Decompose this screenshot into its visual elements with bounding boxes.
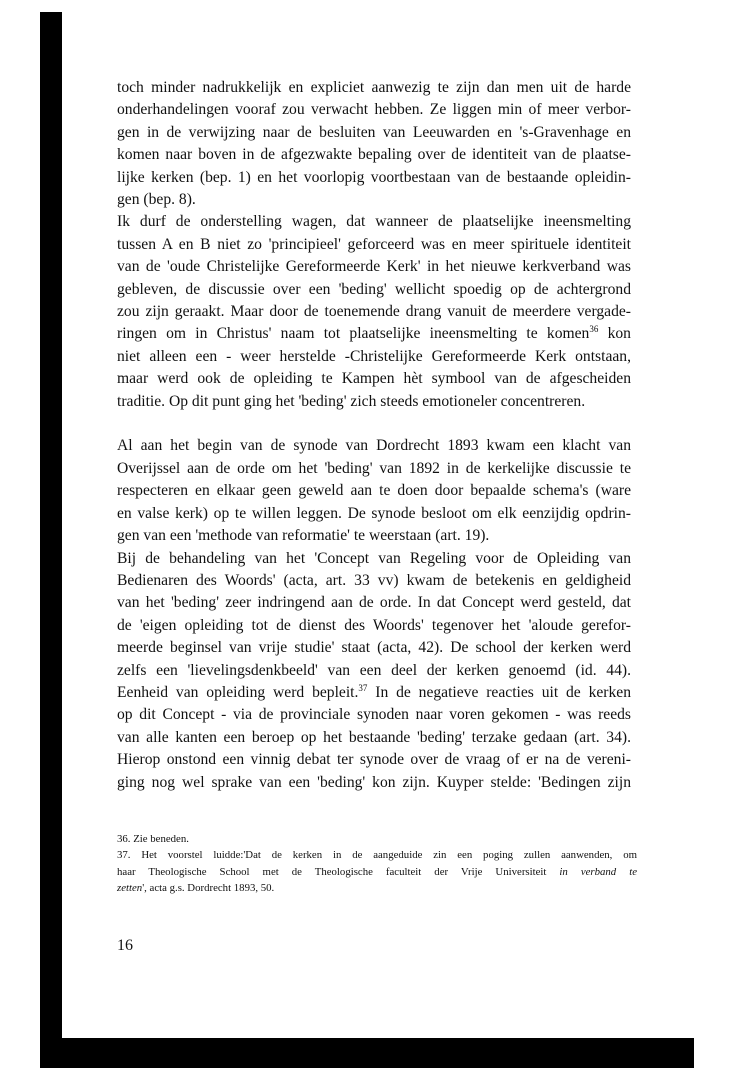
footnote-text: haar Theologische School met de Theologische faculteit der Vrije Universiteit <box>117 865 560 878</box>
footnote-italic-text: zetten <box>117 882 143 895</box>
text-line: van het 'beding' zeer indringend aan de orde. In dat Concept werd gesteld, dat <box>117 594 631 612</box>
text-line-with-reference <box>117 323 631 345</box>
text-line: respecteren en elkaar geen geweld aan te doen door bepaalde schema's (ware <box>117 482 631 500</box>
text-line: en valse kerk) op te willen leggen. De synode besloot om elk eenzijdig opdrin- <box>117 504 631 522</box>
footnotes <box>117 831 637 897</box>
text-line: Hierop onstond een vinnig debat ter synode over de vraag of er na de vereni- <box>117 751 631 769</box>
text-line: Ik durf de onderstelling wagen, dat wanneer de plaatselijke ineensmelting <box>117 213 631 231</box>
text-line: maar werd ook de opleiding te Kampen hèt symbool van de afgescheiden <box>117 370 631 388</box>
text-line: tussen A en B niet zo 'principieel' geforceerd was en meer spirituele identiteit <box>117 235 631 253</box>
line-text: Eenheid van opleiding werd bepleit. <box>117 683 359 701</box>
text-line: zelfs een 'lievelingsdenkbeeld' van een deel der kerken genoemd (id. 44). <box>117 661 631 679</box>
text-line: komen naar boven in de afgezwakte bepaling over de identiteit van de plaatse- <box>117 146 631 164</box>
page-number: 16 <box>117 937 133 954</box>
paragraph-gap <box>117 413 631 435</box>
text-line: lijke kerken (bep. 1) en het voorlopig voortbestaan van de bestaande opleidin- <box>117 168 631 186</box>
text-line: ging nog wel sprake van een 'beding' kon zijn. Kuyper stelde: 'Bedingen zijn <box>117 773 631 791</box>
text-line: toch minder nadrukkelijk en expliciet aanwezig te zijn dan men uit de harde <box>117 79 631 96</box>
paragraph-1 <box>117 77 631 211</box>
footnote-reference-36[interactable]: 36 <box>589 324 599 335</box>
paragraph-4 <box>117 548 631 794</box>
scan-border-left <box>40 12 62 1068</box>
text-line-with-reference <box>117 682 631 704</box>
footnote-reference-37[interactable]: 37 <box>358 682 368 693</box>
text-line: Bedienaren des Woords' (acta, art. 33 vv) kwam de betekenis en geldigheid <box>117 571 631 589</box>
line-text: In de negatieve reacties uit de kerken <box>367 683 631 701</box>
text-line: van de 'oude Christelijke Gereformeerde Kerk' in het nieuwe kerkverband was <box>117 258 631 276</box>
text-line: gen in de verwijzing naar de besluiten van Leeuwarden en 's-Gravenhage en <box>117 123 631 141</box>
text-line: van alle kanten een beroep op het bestaande 'beding' terzake gedaan (art. 34). <box>117 728 631 746</box>
paragraph-3 <box>117 435 631 547</box>
line-text: ringen om in Christus' naam tot plaatselijke ineensmelting te komen <box>117 325 590 343</box>
text-line: Bij de behandeling van het 'Concept van Regeling voor de Opleiding van <box>117 549 631 567</box>
body-text <box>117 77 631 794</box>
footnote-37-line: 37. Het voorstel luidde:'Dat de kerken in de aangeduide zin een poging zullen aanwenden, om <box>117 849 637 862</box>
footnote-37-line <box>117 880 637 896</box>
scan-border-bottom <box>40 1038 694 1068</box>
paragraph-2 <box>117 211 631 413</box>
text-line: op dit Concept - via de provinciale synoden naar voren gekomen - was reeds <box>117 706 631 724</box>
footnote-36: 36. Zie beneden. <box>117 833 189 845</box>
footnote-italic-text: in verband te <box>559 865 638 878</box>
text-line: zou zijn geraakt. Maar door de toenemende drang vanuit de meerdere vergade- <box>117 303 631 321</box>
text-line: Overijssel aan de orde om het 'beding' van 1892 in de kerkelijke discussie te <box>117 459 631 477</box>
text-line: meerde beginsel van vrije studie' staat (acta, 42). De school der kerken werd <box>117 639 631 657</box>
text-line: gebleven, de discussie over een 'beding' wellicht spoedig op de achtergrond <box>117 280 631 298</box>
text-line: traditie. Op dit punt ging het 'beding' zich steeds emotioneler concentreren. <box>117 392 586 410</box>
footnote-text: ', acta g.s. Dordrecht 1893, 50. <box>142 882 275 895</box>
text-line: gen (bep. 8). <box>117 191 196 209</box>
line-text: kon <box>598 325 631 343</box>
text-line: niet alleen een - weer herstelde -Christelijke Gereformeerde Kerk ontstaan, <box>117 347 631 365</box>
text-line: gen van een 'methode van reformatie' te weerstaan (art. 19). <box>117 527 490 545</box>
text-line: onderhandelingen vooraf zou verwacht hebben. Ze liggen min of meer verbor- <box>117 101 631 119</box>
text-line: Al aan het begin van de synode van Dordrecht 1893 kwam een klacht van <box>117 437 631 455</box>
footnote-37-line <box>117 864 637 880</box>
text-line: de 'eigen opleiding tot de dienst des Woords' tegenover het 'aloude gerefor- <box>117 616 631 634</box>
